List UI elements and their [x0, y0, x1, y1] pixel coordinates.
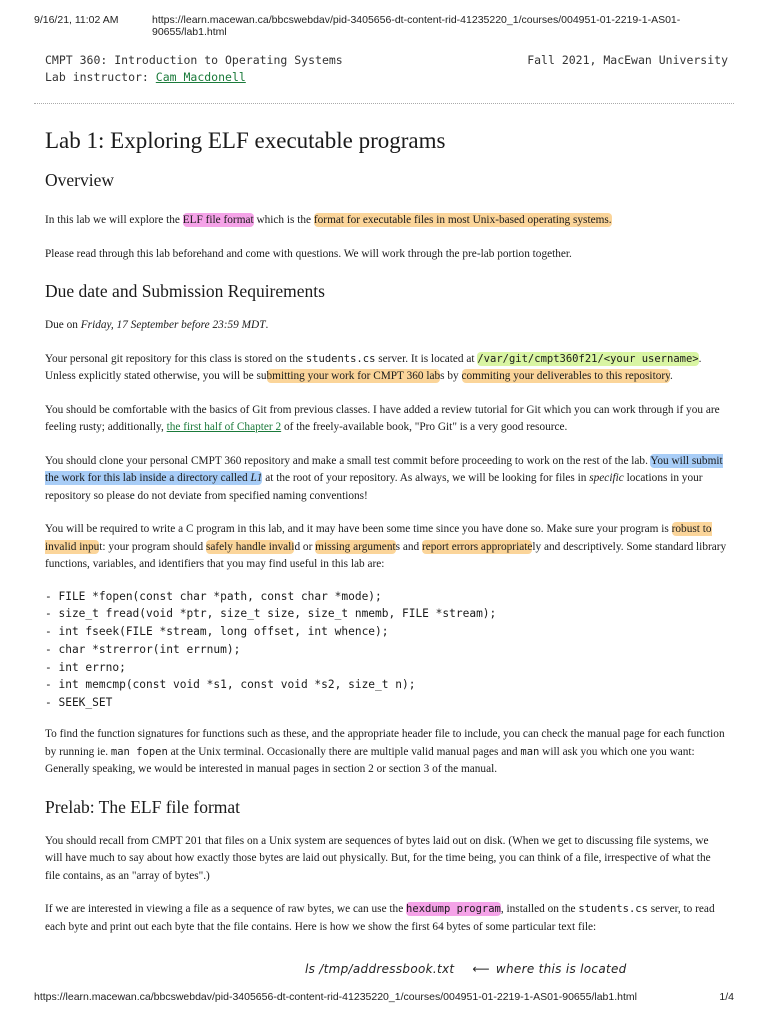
footer-url: https://learn.macewan.ca/bbcswebdav/pid-3405656-dt-content-rid-41235220_1/courses/004951-01-2219-1-AS01-90655/lab1.html	[34, 991, 637, 1003]
server-name: students.cs	[305, 352, 376, 365]
handwritten-note	[305, 962, 627, 976]
repo-paragraph	[45, 351, 728, 386]
text-run: which is the	[253, 214, 314, 226]
text-run: .	[670, 370, 673, 382]
due-date-paragraph	[45, 317, 728, 335]
highlight-elf-format: ELF file format	[182, 214, 254, 226]
page-title: Lab 1: Exploring ELF executable programs	[45, 128, 446, 153]
text-run: server, to read each byte and print out each byte that the file contains. Here is how we show the first 64 bytes of some particular text file:	[45, 903, 715, 933]
text-run: of the freely-available book, "Pro Git" is a very good resource.	[281, 421, 568, 433]
text-run: You will be required to write a C program in this lab, and it may have been some time since you have done so. Make sure your program is	[45, 523, 672, 535]
overview-heading: Overview	[45, 170, 115, 190]
text-run: locations in your repository so please do not deviate from specified naming conventions!	[45, 472, 703, 502]
text-run: will ask you which one you want: Generally speaking, we would be interested in manual pages in section 2 or section 3 of the manual.	[45, 745, 695, 776]
git-paragraph	[45, 402, 728, 437]
handnote-comment: where this is located	[495, 962, 627, 976]
print-header	[34, 14, 734, 38]
directory-name: L1	[250, 472, 263, 484]
text-run: Your personal git repository for this class is stored on the	[45, 352, 306, 365]
text-run: at the Unix terminal. Occasionally there are multiple valid manual pages and	[167, 745, 521, 758]
instructor-link[interactable]: Cam Macdonell	[155, 70, 246, 84]
c-program-paragraph	[45, 521, 728, 574]
text-run: You should clone your personal CMPT 360 repository and make a small test commit before proceeding to work on the rest of the lab.	[45, 454, 651, 467]
print-datetime: 9/16/21, 11:02 AM	[34, 14, 119, 26]
text-run: at the root of your repository. As always, we will be looking for files in	[262, 472, 590, 484]
overview-paragraph-1	[45, 212, 728, 230]
text-run: s by	[440, 370, 462, 382]
highlight-committing: commiting your deliverables to this repository	[461, 370, 671, 382]
list-item: - size_t fread(void *ptr, size_t size, size_t nmemb, FILE *stream);	[45, 607, 497, 621]
text-run: .	[265, 319, 269, 331]
print-url: https://learn.macewan.ca/bbcswebdav/pid-3405656-dt-content-rid-41235220_1/courses/004951-01-2219-1-AS01-90655/lab1.html	[152, 14, 681, 38]
highlight-robust: robust to invalid inpu	[45, 523, 712, 553]
text-run: If we are interested in viewing a file as a sequence of raw bytes, we can use the	[45, 903, 407, 916]
instructor-line	[45, 69, 728, 86]
highlight-submitting: bmitting your work for CMPT 360 lab	[266, 370, 441, 382]
text-run: To find the function signatures for functions such as these, and the appropriate header file to include, you can check the manual page for each function by running ie.	[45, 728, 725, 758]
text-run: t: your program should	[99, 540, 206, 553]
arrow-left-icon: ⟵	[472, 962, 490, 976]
header-divider	[34, 103, 734, 104]
text-run: , installed on the	[500, 903, 579, 916]
course-header	[45, 52, 728, 86]
list-item: - int errno;	[45, 660, 126, 674]
server-name: students.cs	[578, 903, 648, 916]
highlight-safely-handle: safely handle invali	[205, 540, 295, 553]
pro-git-chapter-link[interactable]: the first half of Chapter 2	[166, 421, 282, 433]
repo-path: /var/git/cmpt360f21/<your username>	[477, 352, 699, 365]
highlight-missing-arguments: missing argument	[315, 540, 396, 553]
course-title: CMPT 360: Introduction to Operating Systems	[45, 53, 343, 67]
due-heading: Due date and Submission Requirements	[45, 281, 325, 301]
overview-paragraph-2: Please read through this lab beforehand and come with questions. We will work through the pre-lab portion together.	[45, 247, 572, 260]
handnote-command: ls /tmp/addressbook.txt	[305, 962, 455, 976]
instructor-label: Lab instructor:	[45, 70, 149, 84]
list-item: - SEEK_SET	[45, 696, 113, 710]
text-run: server. It is located at	[375, 352, 478, 365]
text-run: In this lab we will explore the	[45, 214, 183, 226]
list-item: - int memcmp(const void *s1, const void *s2, size_t n);	[45, 678, 416, 692]
page-number: 1/4	[719, 991, 734, 1003]
text-run: . Unless explicitly stated otherwise, you will be su	[45, 352, 702, 382]
text-run: You should be comfortable with the basics of Git from previous classes. I have added a review tutorial for Git which you can work through if you are feeling rusty; additionally,	[45, 403, 720, 433]
print-footer	[34, 991, 734, 1007]
prelab-paragraph-1: You should recall from CMPT 201 that files on a Unix system are sequences of bytes laid out on disk. (When we get to discussing file systems, we will have much to say about how exactly those bytes are laid out physically. But, for the time being, you can think of a file, irrespective of what the file contains, as an "array of bytes".)	[45, 834, 711, 882]
text-run: d or	[294, 540, 316, 553]
text-run: ly and descriptively. Some standard library functions, variables, and identifiers that you may find useful in this lab are:	[45, 540, 727, 570]
function-list	[45, 588, 728, 713]
list-item: - int fseek(FILE *stream, long offset, int whence);	[45, 625, 389, 639]
highlight-hexdump: hexdump program	[406, 903, 501, 916]
clone-paragraph	[45, 453, 728, 506]
due-date: Friday, 17 September before 23:59 MDT	[80, 319, 266, 331]
text-run: s and	[395, 540, 422, 553]
highlight-executable-format: format for executable files in most Unix-based operating systems.	[313, 214, 612, 226]
emphasis-specific: specific	[589, 472, 624, 484]
lab-document	[45, 126, 728, 952]
man-page-paragraph	[45, 726, 728, 779]
text-run: Due on	[45, 319, 81, 331]
list-item: - char *strerror(int errnum);	[45, 642, 241, 656]
prelab-heading: Prelab: The ELF file format	[45, 796, 241, 817]
highlight-report-errors: report errors appropriate	[421, 540, 533, 553]
course-term: Fall 2021, MacEwan University	[527, 53, 728, 67]
man-command: man fopen	[110, 745, 168, 758]
prelab-paragraph-2	[45, 901, 728, 936]
man-word: man	[520, 745, 540, 758]
text-run: You will submit the work for this lab inside a directory called	[45, 454, 723, 484]
list-item: - FILE *fopen(const char *path, const char *mode);	[45, 589, 382, 603]
